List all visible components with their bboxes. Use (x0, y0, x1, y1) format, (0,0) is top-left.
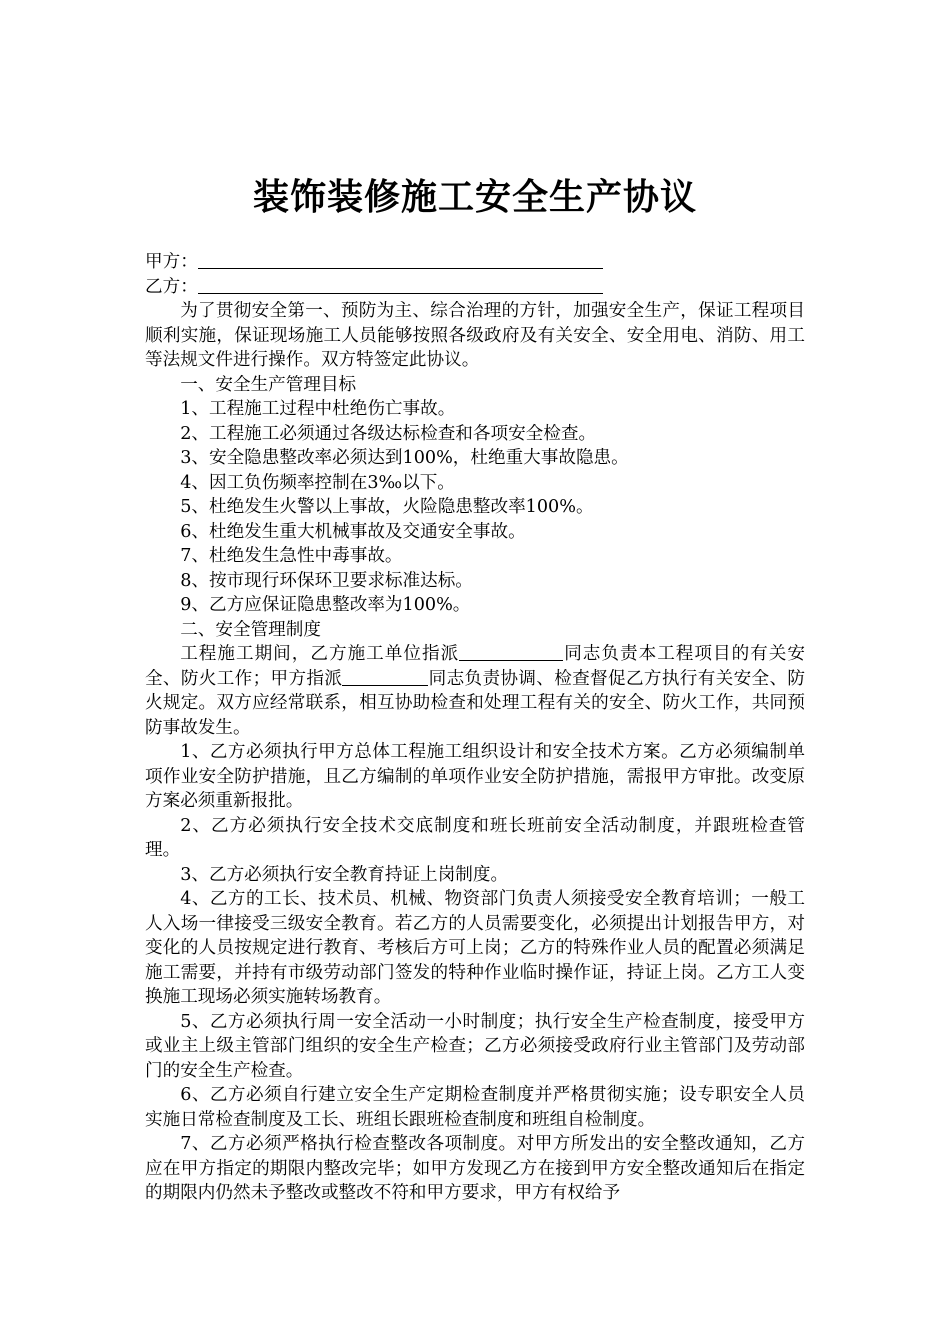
section2-item: 3、乙方必须执行安全教育持证上岗制度。 (180, 864, 509, 885)
document-title: 装饰装修施工安全生产协议 (252, 176, 697, 218)
document-body (145, 250, 805, 1206)
party-a-label: 甲方： (145, 252, 198, 272)
section1-item: 4、因工负伤频率控制在3‰以下。 (180, 472, 455, 493)
section1-item: 5、杜绝发生火警以上事故，火险隐患整改率100%。 (180, 497, 594, 517)
party-b-label: 乙方： (145, 276, 198, 297)
party-a-blank (198, 250, 603, 269)
section2-item: 1、乙方必须执行甲方总体工程施工组织设计和安全技术方案。乙方必须编制单项作业安全防护措施，且乙方编制的单项作业安全防护措施，需报甲方审批。改变原方案必须重新报批。 (145, 742, 805, 811)
section2-item: 4、乙方的工长、技术员、机械、物资部门负责人须接受安全教育培训；一般工人入场一律接受三级安全教育。若乙方的人员需要变化，必须提出计划报告甲方，对变化的人员按规定进行教育、考核后方可上岗；乙方的特殊作业人员的配置必须满足施工需要，并持有市级劳动部门签发的特种作业临时操作证，持证上岗。乙方工人变换施工现场必须实施转场教育。 (145, 889, 805, 1007)
party-a-line (145, 250, 805, 275)
intro-paragraph: 为了贯彻安全第一、预防为主、综合治理的方针，加强安全生产，保证工程项目顺利实施，保证现场施工人员能够按照各级政府及有关安全、安全用电、消防、用工等法规文件进行操作。双方特签定此协议。 (145, 301, 805, 370)
section2-heading: 二、安全管理制度 (180, 619, 321, 640)
section2-item: 6、乙方必须自行建立安全生产定期检查制度并严格贯彻实施；设专职安全人员实施日常检查制度及工长、班组长跟班检查制度和班组自检制度。 (145, 1085, 805, 1130)
section2-para-part3: 同志负责协调、检查督促乙方执行有关安全、防火规定。双方应经常联系，相互协助检查和处理工程有关的安全、防火工作，共同预防事故发生。 (145, 668, 805, 738)
safety-officer-blank (459, 642, 563, 661)
section1-item: 1、工程施工过程中杜绝伤亡事故。 (180, 399, 456, 419)
section1-item: 2、工程施工必须通过各级达标检查和各项安全检查。 (180, 423, 597, 444)
section2-item: 7、乙方必须严格执行检查整改各项制度。对甲方所发出的安全整改通知，乙方应在甲方指定的期限内整改完毕；如甲方发现乙方在接到甲方安全整改通知后在指定的期限内仍然未予整改或整改不符和甲方要求，甲方有权给予 (145, 1134, 805, 1203)
section2-intro-paragraph (145, 642, 805, 740)
section2-item: 5、乙方必须执行周一安全活动一小时制度；执行安全生产检查制度，接受甲方或业主上级主管部门组织的安全生产检查；乙方必须接受政府行业主管部门及劳动部门的安全生产检查。 (145, 1011, 805, 1081)
section2-para-part2: 同志负责本工程项目的有关安全、防火工作；甲方指派 (145, 644, 805, 689)
section1-item: 7、杜绝发生急性中毒事故。 (180, 546, 403, 566)
section2-item: 2、乙方必须执行安全技术交底制度和班长班前安全活动制度，并跟班检查管理。 (145, 815, 805, 860)
section1-item: 8、按市现行环保环卫要求标准达标。 (180, 570, 473, 591)
party-b-blank (198, 275, 603, 294)
section1-item: 6、杜绝发生重大机械事故及交通安全事故。 (180, 521, 526, 542)
section1-item: 9、乙方应保证隐患整改率为100%。 (180, 595, 471, 615)
section1-item: 3、安全隐患整改率必须达到100%，杜绝重大事故隐患。 (180, 448, 629, 468)
coordinator-blank (342, 667, 428, 686)
section1-heading: 一、安全生产管理目标 (180, 374, 357, 395)
party-b-line (145, 275, 805, 300)
section2-para-part1: 工程施工期间，乙方施工单位指派 (180, 644, 460, 664)
